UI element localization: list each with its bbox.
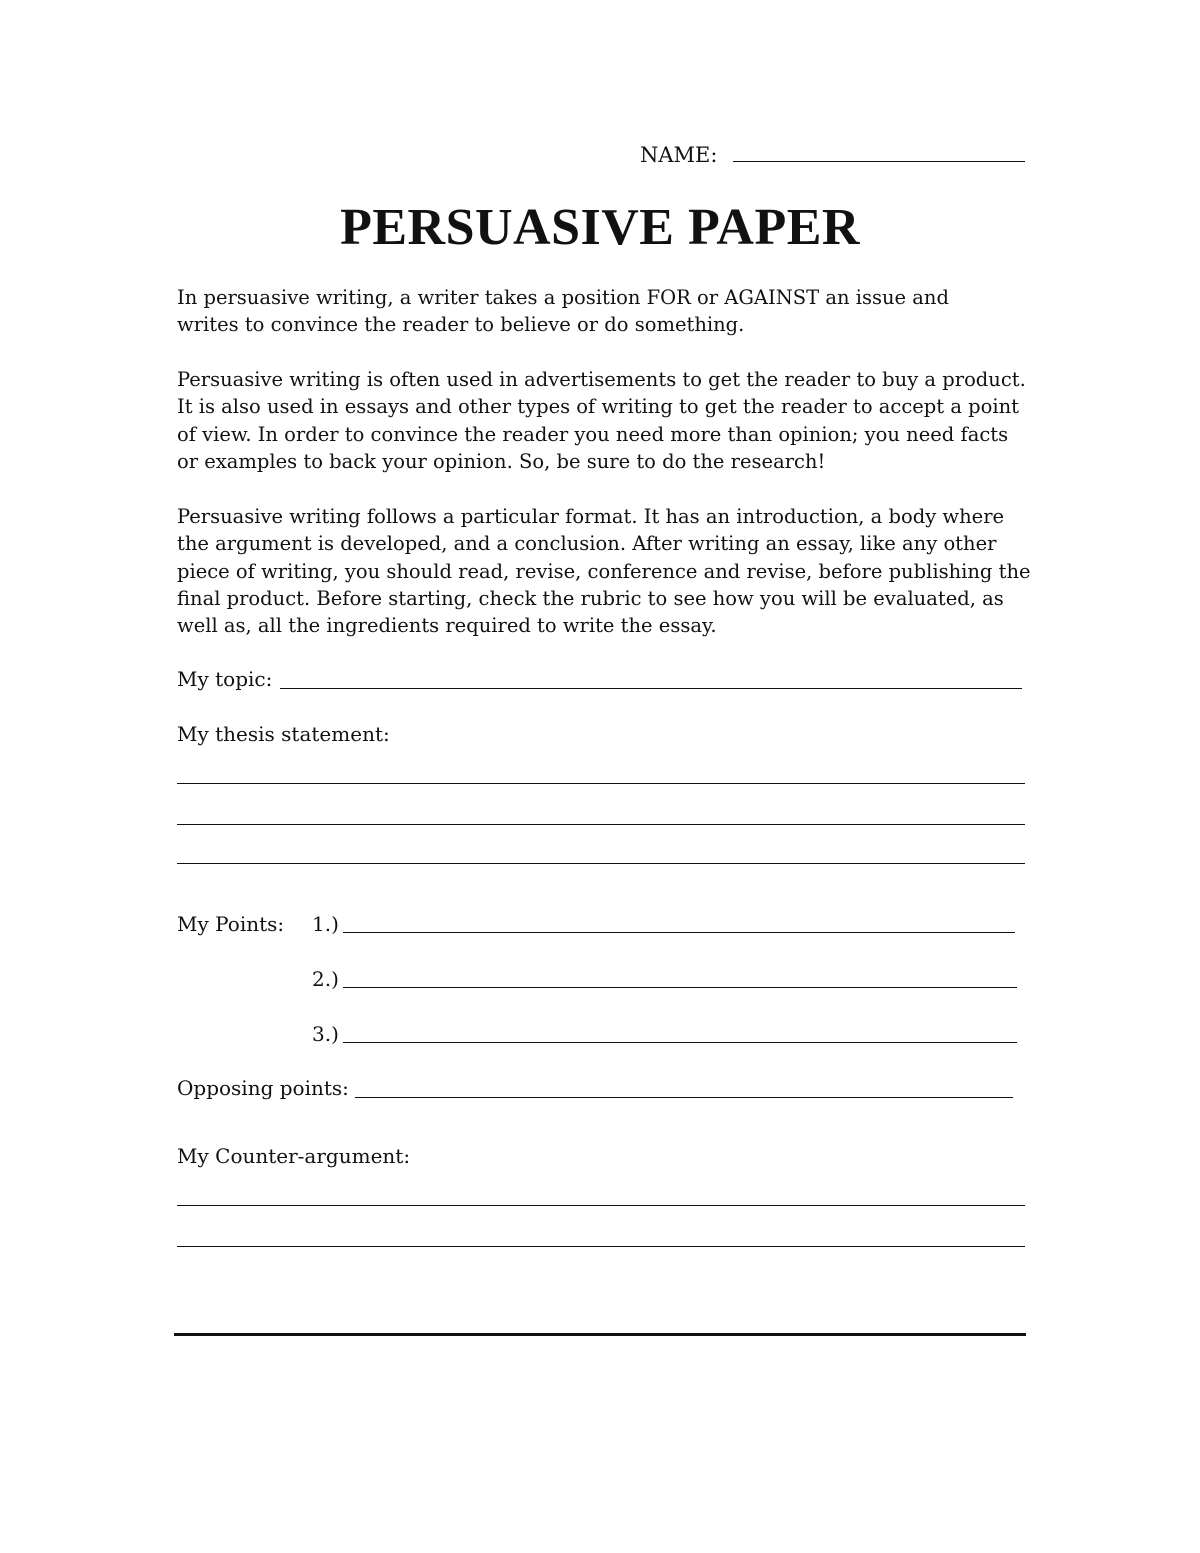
point-number: 3.): [312, 1022, 339, 1046]
page-title: PERSUASIVE PAPER: [340, 199, 860, 256]
opposing-points-label: Opposing points:: [177, 1076, 349, 1100]
bottom-divider: [174, 1333, 1026, 1336]
opposing-points-field-line[interactable]: [355, 1097, 1013, 1098]
paragraph-line: final product. Before starting, check the rubric to see how you will be evaluated, as: [177, 586, 1004, 610]
point-field-line[interactable]: [343, 1042, 1017, 1043]
points-label: My Points:: [177, 912, 285, 936]
thesis-field-line[interactable]: [177, 783, 1025, 784]
thesis-label: My thesis statement:: [177, 722, 390, 746]
paragraph-line: writes to convince the reader to believe or do something.: [177, 313, 745, 337]
topic-label: My topic:: [177, 667, 273, 691]
point-field-line[interactable]: [343, 932, 1015, 933]
paragraph-line: It is also used in essays and other types of writing to get the reader to accept a point: [177, 395, 1020, 419]
paragraph-line: piece of writing, you should read, revise, conference and revise, before publishing the: [177, 559, 1031, 583]
counter-argument-label: My Counter-argument:: [177, 1144, 411, 1168]
paragraph-line: Persuasive writing follows a particular format. It has an introduction, a body where: [177, 505, 1005, 528]
thesis-field-line[interactable]: [177, 863, 1025, 864]
intro-paragraph: [177, 284, 1047, 339]
paragraph-line: of view. In order to convince the reader you need more than opinion; you need facts: [177, 422, 1009, 446]
topic-field-line[interactable]: [280, 688, 1022, 689]
paragraph-line: the argument is developed, and a conclusion. After writing an essay, like any other: [177, 532, 997, 556]
usage-paragraph: [177, 366, 1047, 475]
name-label: NAME:: [640, 143, 718, 167]
point-number: 1.): [312, 912, 339, 936]
point-field-line[interactable]: [343, 987, 1017, 988]
paragraph-line: In persuasive writing, a writer takes a position FOR or AGAINST an issue and: [177, 286, 949, 309]
thesis-field-line[interactable]: [177, 824, 1025, 825]
counter-argument-field-line[interactable]: [177, 1205, 1025, 1206]
counter-argument-field-line[interactable]: [177, 1246, 1025, 1247]
point-number: 2.): [312, 967, 339, 991]
name-field-line[interactable]: [733, 161, 1025, 162]
paragraph-line: or examples to back your opinion. So, be sure to do the research!: [177, 449, 826, 473]
paragraph-line: well as, all the ingredients required to write the essay.: [177, 614, 717, 638]
paragraph-line: Persuasive writing is often used in advertisements to get the reader to buy a product.: [177, 368, 1026, 391]
format-paragraph: [177, 503, 1047, 639]
